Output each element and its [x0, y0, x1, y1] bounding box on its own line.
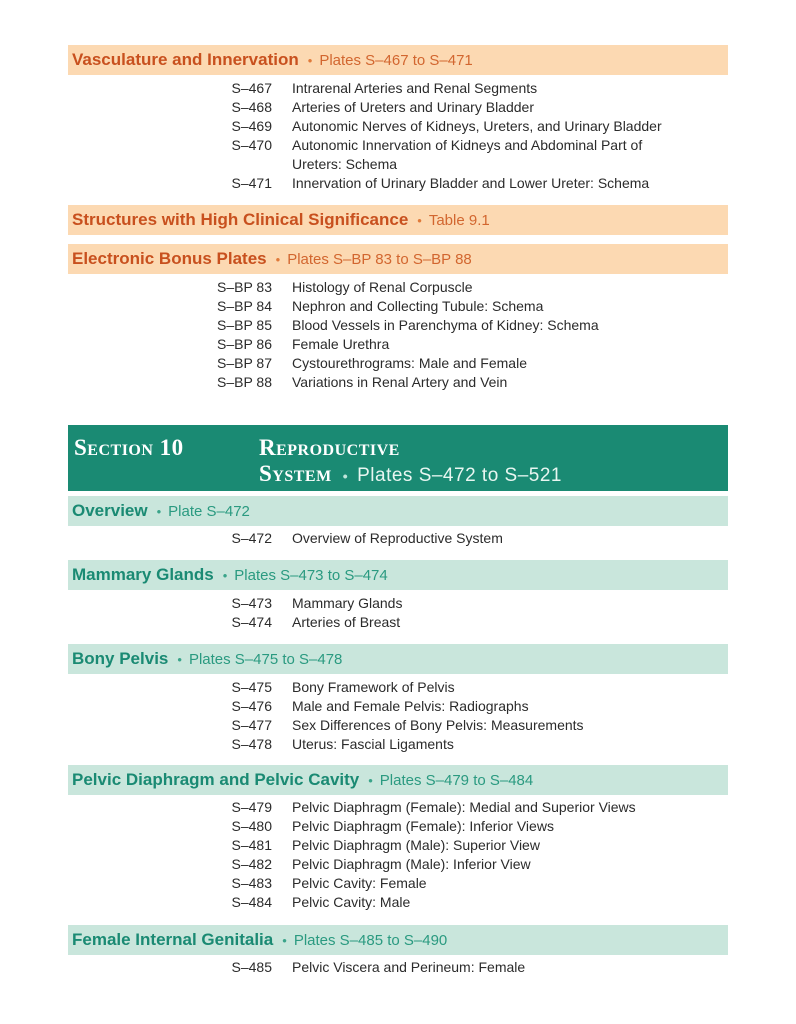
list-item [0, 958, 796, 977]
bullet-separator: • [342, 468, 349, 484]
group-range: Plates S–485 to S–490 [293, 931, 448, 949]
group-title: Pelvic Diaphragm and Pelvic Cavity [72, 770, 360, 789]
plate-title: Male and Female Pelvis: Radiographs [292, 698, 529, 714]
group-header-bonus-plates [68, 244, 728, 274]
plate-code: S–479 [231, 799, 272, 815]
group-range: Plates S–475 to S–478 [188, 650, 343, 668]
list-item [0, 278, 796, 297]
list-item [0, 678, 796, 697]
group-range: Plates S–BP 83 to S–BP 88 [287, 250, 472, 268]
section-header [68, 425, 728, 491]
plate-title: Female Urethra [292, 336, 390, 352]
section-title [259, 435, 562, 489]
group-range: Plate S–472 [168, 502, 250, 520]
plate-code: S–BP 85 [216, 317, 272, 333]
group-header-vasculature [68, 45, 728, 75]
plate-code: S–482 [231, 856, 272, 872]
plate-title: Pelvic Diaphragm (Female): Inferior Views [292, 818, 554, 834]
bullet-separator: • [417, 212, 422, 228]
bullet-separator: • [307, 52, 313, 68]
plate-title: Bony Framework of Pelvis [292, 679, 455, 695]
list-item [0, 697, 796, 716]
plate-title: Autonomic Nerves of Kidneys, Ureters, and Urinary Bladder [292, 118, 662, 134]
bullet-separator: • [222, 567, 228, 583]
group-header-clinical [68, 205, 728, 235]
plate-list-female-genitalia [0, 958, 796, 977]
plate-title: Pelvic Diaphragm (Female): Medial and Superior Views [292, 799, 636, 815]
group-header-bony-pelvis [68, 644, 728, 674]
plate-code: S–485 [231, 959, 272, 975]
plate-code: S–475 [231, 679, 272, 695]
section-title-line1: Reproductive [259, 435, 400, 460]
plate-code: S–BP 84 [216, 298, 272, 314]
plate-list-overview [0, 529, 796, 548]
list-item [0, 136, 796, 155]
group-header-pelvic-diaphragm [68, 765, 728, 795]
list-item [0, 855, 796, 874]
list-item [0, 79, 796, 98]
list-item [0, 316, 796, 335]
plate-title: Nephron and Collecting Tubule: Schema [292, 298, 544, 314]
bullet-separator: • [282, 932, 287, 948]
group-header-mammary [68, 560, 728, 590]
plate-title: Arteries of Breast [292, 614, 401, 630]
list-item [0, 373, 796, 392]
plate-list-bonus [0, 278, 796, 392]
plate-code: S–BP 87 [216, 355, 272, 371]
plate-code: S–472 [231, 530, 272, 546]
group-header-overview [68, 496, 728, 526]
list-item [0, 817, 796, 836]
plate-code: S–BP 83 [216, 279, 272, 295]
group-title: Female Internal Genitalia [72, 930, 274, 949]
plate-code: S–478 [231, 736, 272, 752]
plate-title: Sex Differences of Bony Pelvis: Measurements [292, 717, 584, 733]
list-item [0, 874, 796, 893]
plate-code: S–470 [231, 137, 272, 153]
plate-code: S–471 [231, 175, 272, 191]
plate-title: Autonomic Innervation of Kidneys and Abdominal Part of [292, 137, 643, 153]
plate-code: S–476 [231, 698, 272, 714]
list-item [0, 798, 796, 817]
plate-title: Pelvic Cavity: Male [292, 894, 411, 910]
plate-code: S–484 [231, 894, 272, 910]
list-item [0, 335, 796, 354]
list-item [0, 98, 796, 117]
plate-title: Cystourethrograms: Male and Female [292, 355, 527, 371]
plate-title: Pelvic Viscera and Perineum: Female [292, 959, 526, 975]
plate-code: S–483 [231, 875, 272, 891]
plate-title: Intrarenal Arteries and Renal Segments [292, 80, 538, 96]
plate-title: Arteries of Ureters and Urinary Bladder [292, 99, 534, 115]
plate-title: Variations in Renal Artery and Vein [292, 374, 508, 390]
list-item [0, 117, 796, 136]
plate-code: S–468 [231, 99, 272, 115]
plate-list-bony-pelvis [0, 678, 796, 754]
plate-title: Overview of Reproductive System [292, 530, 503, 546]
plate-list-vasculature [0, 79, 796, 193]
plate-code: S–477 [231, 717, 272, 733]
plate-title: Histology of Renal Corpuscle [292, 279, 473, 295]
list-item [0, 893, 796, 912]
plate-list-pelvic-diaphragm [0, 798, 796, 912]
plate-code: S–BP 88 [216, 374, 272, 390]
plate-title-continued: Ureters: Schema [292, 156, 398, 172]
group-title: Structures with High Clinical Significance [72, 210, 409, 229]
group-range: Plates S–467 to S–471 [319, 51, 473, 69]
list-item [0, 613, 796, 632]
group-range: Table 9.1 [428, 211, 490, 229]
group-range: Plates S–473 to S–474 [234, 566, 388, 584]
list-item [0, 174, 796, 193]
bullet-separator: • [177, 651, 182, 667]
section-title-line2-row [259, 461, 562, 489]
group-title: Bony Pelvis [72, 649, 169, 668]
plate-title: Mammary Glands [292, 595, 403, 611]
group-range: Plates S–479 to S–484 [379, 771, 534, 789]
section-range: Plates S–472 to S–521 [357, 465, 562, 486]
plate-title: Innervation of Urinary Bladder and Lower Ureter: Schema [292, 175, 650, 191]
section-title-line2: System [259, 461, 332, 486]
plate-list-mammary [0, 594, 796, 632]
plate-code: S–473 [231, 595, 272, 611]
group-title: Mammary Glands [72, 565, 214, 584]
plate-code: S–BP 86 [216, 336, 272, 352]
plate-title: Pelvic Diaphragm (Male): Superior View [292, 837, 540, 853]
plate-code: S–474 [231, 614, 272, 630]
bullet-separator: • [368, 772, 373, 788]
plate-title: Pelvic Diaphragm (Male): Inferior View [292, 856, 531, 872]
plate-code: S–480 [231, 818, 272, 834]
section-number: Section 10 [74, 435, 184, 460]
list-item [0, 735, 796, 754]
list-item [0, 594, 796, 613]
plate-title: Blood Vessels in Parenchyma of Kidney: Schema [292, 317, 599, 333]
bullet-separator: • [275, 251, 281, 267]
plate-code: S–481 [231, 837, 272, 853]
group-title: Vasculature and Innervation [72, 50, 299, 69]
list-item [0, 529, 796, 548]
plate-code: S–469 [231, 118, 272, 134]
group-title: Electronic Bonus Plates [72, 249, 267, 268]
list-item [0, 836, 796, 855]
plate-code: S–467 [231, 80, 272, 96]
group-header-female-genitalia [68, 925, 728, 955]
plate-title: Uterus: Fascial Ligaments [292, 736, 454, 752]
plate-title: Pelvic Cavity: Female [292, 875, 427, 891]
group-title: Overview [72, 501, 148, 520]
list-item [0, 354, 796, 373]
list-item-continuation [0, 155, 796, 174]
list-item [0, 716, 796, 735]
list-item [0, 297, 796, 316]
bullet-separator: • [156, 503, 162, 519]
